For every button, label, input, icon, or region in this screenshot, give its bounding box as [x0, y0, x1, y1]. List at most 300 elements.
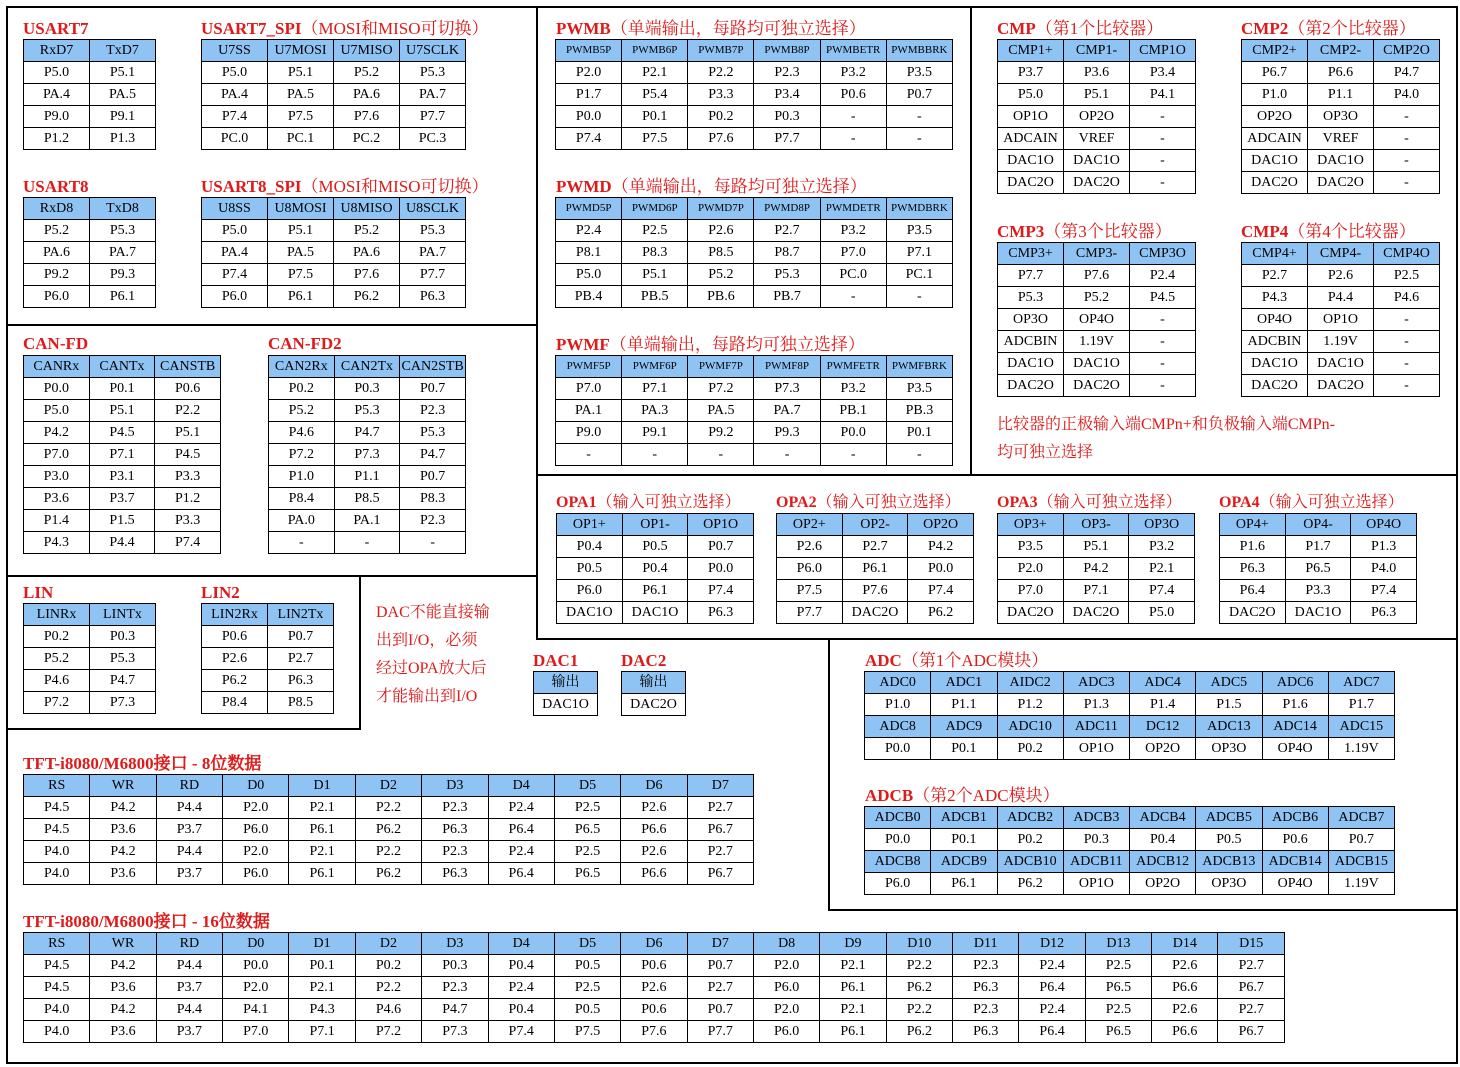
- table-cell: P6.6: [621, 863, 687, 885]
- table-cell: P0.0: [223, 955, 289, 977]
- table-cell: P0.3: [90, 626, 156, 648]
- dac2-table: [621, 671, 686, 716]
- table-cell: P7.2: [355, 1021, 421, 1043]
- table-cell: P2.1: [289, 797, 355, 819]
- table-cell: P3.5: [998, 536, 1064, 558]
- table-cell: 1.19V: [1328, 873, 1394, 895]
- opa3-title: OPA3（输入可独立选择）: [997, 494, 1182, 511]
- column-header: D10: [886, 933, 952, 955]
- table-cell: P6.3: [422, 863, 488, 885]
- table-cell: P0.7: [688, 536, 754, 558]
- pwmd-title: PWMD（单端输出，每路均可独立选择）: [556, 177, 867, 196]
- column-header: CANRx: [24, 356, 90, 378]
- table-cell: P6.1: [268, 286, 334, 308]
- column-header: OP1O: [688, 514, 754, 536]
- table-cell: P2.0: [223, 841, 289, 863]
- column-header: D2: [355, 775, 421, 797]
- canfd-title: CAN-FD: [23, 334, 89, 353]
- table-cell: P0.1: [622, 106, 688, 128]
- table-row: [24, 422, 221, 444]
- table-row: [1220, 536, 1417, 558]
- column-header: D4: [488, 933, 554, 955]
- table-cell: P7.5: [777, 580, 843, 602]
- table-row: [1242, 128, 1440, 150]
- table-cell: P2.5: [1085, 999, 1151, 1021]
- table-cell: DAC2O: [1308, 172, 1374, 194]
- table-cell: P4.7: [1374, 62, 1440, 84]
- table-cell: OP3O: [1196, 873, 1262, 895]
- table-cell: PB.1: [820, 400, 886, 422]
- column-header: PWMF8P: [754, 356, 820, 378]
- table-cell: P0.5: [554, 955, 620, 977]
- table-row: [24, 84, 156, 106]
- header-row: [24, 198, 156, 220]
- table-cell: P7.2: [269, 444, 335, 466]
- table-row: [202, 286, 466, 308]
- opa1-title: OPA1（输入可独立选择）: [556, 494, 741, 511]
- table-cell: P0.3: [1063, 829, 1129, 851]
- table-cell: PB.6: [688, 286, 754, 308]
- table-row: [998, 265, 1196, 287]
- column-header: D1: [289, 933, 355, 955]
- table-row: [24, 378, 221, 400]
- table-cell: P0.0: [820, 422, 886, 444]
- table-cell: P9.2: [688, 422, 754, 444]
- table-cell: P7.7: [754, 128, 820, 150]
- column-header: ADCB2: [997, 807, 1063, 829]
- table-row: [202, 242, 466, 264]
- column-header: PWMFETR: [820, 356, 886, 378]
- column-header: ADCB4: [1130, 807, 1196, 829]
- table-cell: P4.3: [24, 532, 90, 554]
- table-cell: 1.19V: [1328, 738, 1394, 760]
- column-header: ADC9: [931, 716, 997, 738]
- table-cell: P5.1: [90, 62, 156, 84]
- table-cell: P7.4: [688, 580, 754, 602]
- table-cell: P6.4: [1220, 580, 1286, 602]
- table-cell: P6.2: [886, 977, 952, 999]
- table-cell: DAC2O: [1064, 375, 1130, 397]
- column-header: OP1+: [557, 514, 623, 536]
- table-cell: P8.1: [556, 242, 622, 264]
- table-cell: P6.2: [886, 1021, 952, 1043]
- table-cell: P6.0: [223, 819, 289, 841]
- table-cell: P8.5: [688, 242, 754, 264]
- table-cell: P0.2: [355, 955, 421, 977]
- header-row: [777, 514, 974, 536]
- table-cell: P2.4: [1130, 265, 1196, 287]
- table-cell: P4.5: [24, 797, 90, 819]
- table-row: [777, 580, 974, 602]
- column-header: CMP2-: [1308, 40, 1374, 62]
- table-cell: P5.2: [24, 648, 90, 670]
- table-cell: P7.4: [1351, 580, 1417, 602]
- table-cell: DAC1O: [534, 694, 598, 716]
- table-cell: OP4O: [1262, 873, 1328, 895]
- table-cell: P7.7: [777, 602, 843, 624]
- table-row: [998, 287, 1196, 309]
- table-cell: PA.0: [269, 510, 335, 532]
- table-cell: P7.4: [202, 264, 268, 286]
- table-cell: P7.7: [687, 1021, 753, 1043]
- table-cell: P2.7: [754, 220, 820, 242]
- table-row: [24, 648, 156, 670]
- header-row: [24, 40, 156, 62]
- table-cell: P4.0: [1374, 84, 1440, 106]
- table-cell: -: [1130, 353, 1196, 375]
- table-cell: P6.0: [24, 286, 90, 308]
- table-cell: P5.0: [556, 264, 622, 286]
- table-cell: DAC1O: [1242, 353, 1308, 375]
- table-cell: P7.4: [908, 580, 974, 602]
- column-header: CAN2Tx: [334, 356, 400, 378]
- column-header: CMP1O: [1130, 40, 1196, 62]
- table-cell: DAC1O: [557, 602, 623, 624]
- table-cell: P4.2: [1063, 558, 1129, 580]
- table-cell: P4.5: [24, 977, 90, 999]
- table-cell: P0.7: [268, 626, 334, 648]
- table-cell: P1.5: [1196, 694, 1262, 716]
- table-cell: P9.1: [90, 106, 156, 128]
- table-row: [24, 863, 754, 885]
- table-cell: PA.7: [400, 84, 466, 106]
- table-row: [556, 220, 953, 242]
- table-cell: P6.2: [202, 670, 268, 692]
- table-cell: P0.7: [687, 955, 753, 977]
- column-header: ADC13: [1196, 716, 1262, 738]
- column-header: CMP4O: [1374, 243, 1440, 265]
- column-header: PWMB7P: [688, 40, 754, 62]
- table-cell: P6.5: [1285, 558, 1351, 580]
- header-row: [24, 356, 221, 378]
- table-row: [998, 536, 1195, 558]
- table-cell: ADCBIN: [998, 331, 1064, 353]
- column-header: ADCB8: [865, 851, 931, 873]
- table-cell: P6.4: [1019, 977, 1085, 999]
- table-row: [202, 220, 466, 242]
- table-cell: P6.2: [355, 863, 421, 885]
- column-header: OP3O: [1129, 514, 1195, 536]
- table-cell: OP3O: [1196, 738, 1262, 760]
- table-cell: DAC2O: [1064, 172, 1130, 194]
- table-cell: P4.0: [24, 841, 90, 863]
- table-row: [24, 692, 156, 714]
- column-header: U7SS: [202, 40, 268, 62]
- table-cell: P2.2: [886, 999, 952, 1021]
- table-cell: P6.3: [1220, 558, 1286, 580]
- column-header: PWMF6P: [622, 356, 688, 378]
- table-cell: P5.2: [269, 400, 335, 422]
- column-header: CMP4-: [1308, 243, 1374, 265]
- table-cell: P7.7: [400, 106, 466, 128]
- column-header: U8MOSI: [268, 198, 334, 220]
- table-cell: P2.6: [621, 977, 687, 999]
- column-header: CMP3-: [1064, 243, 1130, 265]
- table-cell: P0.1: [931, 829, 997, 851]
- table-row: [998, 309, 1196, 331]
- column-header: CAN2STB: [400, 356, 466, 378]
- column-header: D14: [1152, 933, 1218, 955]
- table-cell: P5.2: [334, 220, 400, 242]
- table-row: [556, 242, 953, 264]
- adcb-title: ADCB（第2个ADC模块）: [865, 786, 1060, 805]
- table-row: [202, 626, 334, 648]
- usart7-title: USART7: [23, 19, 89, 38]
- table-row: [24, 106, 156, 128]
- table-cell: P7.0: [24, 444, 90, 466]
- column-header: TxD8: [90, 198, 156, 220]
- table-row: [24, 1021, 1285, 1043]
- table-row: [202, 84, 466, 106]
- usart8-title: USART8: [23, 177, 89, 196]
- table-cell: P0.5: [554, 999, 620, 1021]
- table-row: [557, 558, 754, 580]
- tft8-table: [23, 774, 754, 885]
- table-cell: P5.3: [400, 422, 466, 444]
- table-cell: PA.6: [334, 84, 400, 106]
- table-cell: P0.7: [886, 84, 952, 106]
- table-cell: P8.4: [269, 488, 335, 510]
- column-header: RxD7: [24, 40, 90, 62]
- table-row: [998, 580, 1195, 602]
- table-cell: P4.0: [24, 863, 90, 885]
- lin-title: LIN: [23, 583, 54, 602]
- table-cell: P9.1: [622, 422, 688, 444]
- table-cell: P5.3: [90, 648, 156, 670]
- table-row: [998, 375, 1196, 397]
- table-cell: -: [688, 444, 754, 466]
- table-cell: P3.6: [90, 863, 156, 885]
- table-cell: P6.2: [908, 602, 974, 624]
- table-cell: PA.4: [24, 84, 90, 106]
- column-header: OP2O: [908, 514, 974, 536]
- table-row: [269, 378, 466, 400]
- table-row: [202, 648, 334, 670]
- column-header: ADC6: [1262, 672, 1328, 694]
- table-cell: PA.4: [202, 242, 268, 264]
- table-row: [24, 626, 156, 648]
- table-cell: P2.7: [1218, 999, 1285, 1021]
- column-header: ADCB11: [1063, 851, 1129, 873]
- column-header: PWMBETR: [820, 40, 886, 62]
- table-cell: P2.0: [753, 955, 819, 977]
- table-cell: P5.3: [334, 400, 400, 422]
- table-cell: P6.0: [753, 977, 819, 999]
- table-cell: P4.4: [156, 841, 222, 863]
- table-cell: P8.7: [754, 242, 820, 264]
- column-header: D4: [488, 775, 554, 797]
- table-cell: P3.6: [90, 977, 156, 999]
- table-cell: P1.2: [997, 694, 1063, 716]
- usart8spi-table: [201, 197, 466, 308]
- table-row: [865, 829, 1395, 851]
- column-header: ADCB14: [1262, 851, 1328, 873]
- column-header: D9: [820, 933, 886, 955]
- table-cell: P5.1: [155, 422, 221, 444]
- table-cell: P0.4: [622, 558, 688, 580]
- table-cell: P3.6: [90, 1021, 156, 1043]
- column-header: OP3+: [998, 514, 1064, 536]
- table-cell: P2.1: [1129, 558, 1195, 580]
- table-cell: P6.2: [334, 286, 400, 308]
- table-row: [1242, 265, 1440, 287]
- table-cell: P3.7: [156, 1021, 222, 1043]
- column-header: D0: [223, 775, 289, 797]
- column-header: CMP1-: [1064, 40, 1130, 62]
- column-header: ADCB13: [1196, 851, 1262, 873]
- table-cell: P5.3: [400, 62, 466, 84]
- table-cell: P3.5: [886, 378, 952, 400]
- table-row: [24, 841, 754, 863]
- table-cell: DAC1O: [998, 353, 1064, 375]
- table-cell: P6.1: [842, 558, 908, 580]
- table-cell: P5.3: [90, 220, 156, 242]
- table-cell: P6.7: [687, 819, 753, 841]
- column-header: RS: [24, 933, 90, 955]
- table-row: [556, 128, 953, 150]
- table-cell: -: [1130, 128, 1196, 150]
- table-cell: P6.3: [400, 286, 466, 308]
- table-cell: P2.2: [355, 841, 421, 863]
- table-cell: P6.3: [953, 1021, 1019, 1043]
- dac1-title: DAC1: [533, 651, 579, 670]
- table-cell: P2.3: [422, 841, 488, 863]
- table-cell: P2.6: [1308, 265, 1374, 287]
- column-header: D1: [289, 775, 355, 797]
- column-header: ADCB1: [931, 807, 997, 829]
- table-row: [998, 84, 1196, 106]
- table-cell: P7.4: [488, 1021, 554, 1043]
- table-row: [998, 353, 1196, 375]
- table-cell: P1.3: [90, 128, 156, 150]
- table-row: [998, 128, 1196, 150]
- table-cell: P7.2: [688, 378, 754, 400]
- column-header: ADC7: [1328, 672, 1394, 694]
- table-cell: P7.6: [334, 106, 400, 128]
- table-row: [24, 286, 156, 308]
- table-cell: DAC1O: [1308, 353, 1374, 375]
- table-cell: P2.3: [400, 400, 466, 422]
- table-cell: P6.3: [422, 819, 488, 841]
- table-cell: P4.2: [90, 999, 156, 1021]
- table-cell: P5.3: [400, 220, 466, 242]
- table-cell: P5.1: [1063, 536, 1129, 558]
- cmp4-title: CMP4（第4个比较器）: [1241, 222, 1416, 241]
- table-cell: PB.4: [556, 286, 622, 308]
- table-row: [24, 400, 221, 422]
- table-cell: P5.2: [334, 62, 400, 84]
- table-cell: P2.6: [621, 841, 687, 863]
- table-cell: P7.5: [268, 264, 334, 286]
- table-cell: P7.6: [621, 1021, 687, 1043]
- table-cell: P3.0: [24, 466, 90, 488]
- table-cell: OP1O: [998, 106, 1064, 128]
- table-row: [24, 466, 221, 488]
- column-header: OP2-: [842, 514, 908, 536]
- column-header: PWMD8P: [754, 198, 820, 220]
- table-cell: P6.1: [820, 1021, 886, 1043]
- table-cell: DAC2O: [998, 375, 1064, 397]
- table-cell: P2.2: [155, 400, 221, 422]
- table-cell: PA.7: [754, 400, 820, 422]
- table-cell: P0.0: [908, 558, 974, 580]
- table-cell: P3.2: [820, 378, 886, 400]
- dac2-title: DAC2: [621, 651, 667, 670]
- table-cell: P2.1: [622, 62, 688, 84]
- column-header: CMP3O: [1130, 243, 1196, 265]
- opa2-table: [776, 513, 974, 624]
- column-header: D13: [1085, 933, 1151, 955]
- table-row: [622, 694, 686, 716]
- table-cell: P7.0: [820, 242, 886, 264]
- table-cell: DAC1O: [1242, 150, 1308, 172]
- usart8-table: [23, 197, 156, 308]
- column-header: LIN2Rx: [202, 604, 268, 626]
- header-row: [865, 672, 1395, 694]
- table-cell: P5.0: [998, 84, 1064, 106]
- pwmd-table: [555, 197, 953, 308]
- table-cell: P0.1: [886, 422, 952, 444]
- table-cell: OP3O: [1308, 106, 1374, 128]
- table-cell: P0.4: [557, 536, 623, 558]
- table-row: [24, 128, 156, 150]
- tft8-title: TFT-i8080/M6800接口 - 8位数据: [23, 754, 262, 773]
- table-row: [865, 738, 1395, 760]
- table-cell: P2.0: [998, 558, 1064, 580]
- table-row: [1220, 558, 1417, 580]
- table-cell: P2.0: [223, 977, 289, 999]
- table-row: [269, 400, 466, 422]
- table-cell: OP2O: [1130, 738, 1196, 760]
- table-cell: P5.1: [1064, 84, 1130, 106]
- pwmb-table: [555, 39, 953, 150]
- table-row: [24, 242, 156, 264]
- table-cell: P7.7: [400, 264, 466, 286]
- table-cell: P0.7: [1328, 829, 1394, 851]
- table-cell: P2.3: [422, 797, 488, 819]
- table-cell: P6.4: [488, 819, 554, 841]
- table-cell: -: [1374, 172, 1440, 194]
- header-row: [998, 243, 1196, 265]
- header-row: [202, 198, 466, 220]
- table-cell: P3.5: [886, 220, 952, 242]
- table-row: [556, 286, 953, 308]
- table-cell: -: [820, 286, 886, 308]
- column-header: ADC1: [931, 672, 997, 694]
- table-cell: P7.4: [556, 128, 622, 150]
- table-row: [998, 172, 1196, 194]
- table-cell: P4.4: [1308, 287, 1374, 309]
- column-header: WR: [90, 775, 156, 797]
- table-cell: P6.3: [268, 670, 334, 692]
- table-cell: P2.7: [1242, 265, 1308, 287]
- tft16-title: TFT-i8080/M6800接口 - 16位数据: [23, 912, 270, 931]
- table-cell: P2.3: [953, 955, 1019, 977]
- column-header: D6: [621, 933, 687, 955]
- table-cell: P6.2: [355, 819, 421, 841]
- table-cell: P2.3: [953, 999, 1019, 1021]
- table-cell: P4.2: [90, 797, 156, 819]
- table-cell: P0.1: [931, 738, 997, 760]
- column-header: LINRx: [24, 604, 90, 626]
- dac-note-line: 才能输出到I/O: [376, 688, 478, 705]
- table-cell: P5.0: [24, 62, 90, 84]
- table-cell: P4.0: [24, 1021, 90, 1043]
- table-cell: P7.4: [202, 106, 268, 128]
- table-cell: PA.5: [90, 84, 156, 106]
- table-cell: OP2O: [1130, 873, 1196, 895]
- table-row: [269, 422, 466, 444]
